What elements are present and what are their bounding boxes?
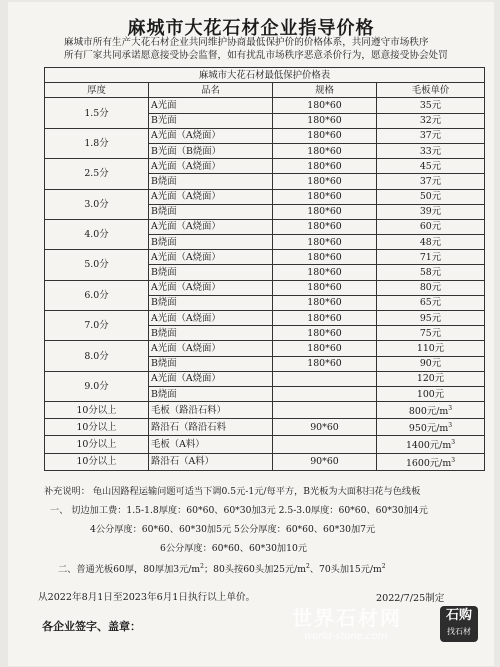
spec-cell: 180*60	[273, 311, 377, 326]
issue-date: 2022/7/25制定	[376, 593, 445, 604]
price-cell: 71元	[377, 250, 485, 265]
price-cell: 75元	[377, 326, 485, 341]
product-name-cell: A光面（A烧面）	[149, 341, 273, 356]
price-cell: 58元	[377, 265, 485, 280]
note-sup: 2	[381, 563, 386, 570]
product-name-cell: A光面（A烧面）	[149, 311, 273, 326]
spec-cell: 180*60	[273, 219, 377, 234]
table-row	[45, 341, 485, 356]
product-name-cell: A光面（A烧面）	[149, 280, 273, 295]
unit-superscript: 3	[451, 456, 456, 464]
product-name-cell: 毛板（路沿石料）	[149, 402, 273, 419]
price-cell: 1600元$/m^3$	[377, 453, 485, 470]
product-name-cell: B烧面	[149, 174, 273, 189]
spec-cell: 180*60	[273, 204, 377, 219]
price-table	[44, 67, 485, 471]
product-name-cell: B烧面	[149, 295, 273, 310]
table-row	[45, 219, 485, 234]
note-part: 、70头加15元/m	[309, 564, 382, 576]
product-name-cell: A光面（A烧面）	[149, 219, 273, 234]
product-name-cell: A光面（A烧面）	[149, 250, 273, 265]
header-thickness: 厚度	[45, 83, 149, 98]
unit-superscript: 3	[448, 422, 453, 430]
table-row	[45, 159, 485, 174]
logo-top: 石购	[445, 608, 472, 623]
intro-text	[64, 36, 482, 62]
watermark-cn: 世界石材网	[292, 606, 402, 630]
price-cell: 39元	[377, 204, 485, 219]
spec-cell: 180*60	[273, 159, 377, 174]
product-name-cell: A光面（A烧面）	[149, 371, 273, 386]
price-cell: 95元	[377, 311, 485, 326]
intro-line: 所有厂家共同承诺愿意接受协会监督，如有扰乱市场秩序恶意杀价行为，愿意接受协会处罚	[64, 50, 448, 61]
spec-cell	[273, 402, 377, 419]
note-sup: 2	[305, 563, 310, 570]
table-row	[45, 402, 485, 419]
table-title: 麻城市大花石材最低保护价格表	[45, 68, 485, 83]
thickness-cell: 7.0分	[45, 311, 149, 341]
note-part: 二、普通光板60厚，80厚加3元/m	[58, 564, 201, 576]
table-row	[45, 189, 485, 204]
header-spec: 规格	[273, 83, 377, 98]
spec-cell	[273, 371, 377, 386]
unit-superscript: 3	[448, 405, 453, 413]
price-cell: 32元	[377, 113, 485, 128]
spec-cell: 180*60	[273, 341, 377, 356]
page-title: 麻城市大花石材企业指导价格	[127, 18, 375, 39]
thickness-cell: 10分以上	[45, 436, 149, 453]
thickness-cell: 5.0分	[45, 250, 149, 280]
spec-cell	[273, 436, 377, 453]
table-row	[45, 280, 485, 295]
brand-logo	[440, 606, 478, 642]
spec-cell: 180*60	[273, 98, 377, 113]
spec-cell: 180*60	[273, 250, 377, 265]
product-name-cell: B光面	[149, 113, 273, 128]
thickness-cell: 1.8分	[45, 128, 149, 158]
price-cell: 950元$/m^3$	[377, 419, 485, 436]
price-cell: 48元	[377, 235, 485, 250]
thickness-cell: 3.0分	[45, 189, 149, 219]
product-name-cell: B烧面	[149, 265, 273, 280]
thickness-cell: 4.0分	[45, 219, 149, 249]
product-name-cell: A光面（A烧面）	[149, 159, 273, 174]
note-line: 4公分厚度：60*60、60*30加5元 5公分厚度：60*60、60*30加7元	[90, 524, 376, 535]
spec-cell: 90*60	[273, 453, 377, 470]
product-name-cell: A光面（A烧面）	[149, 128, 273, 143]
price-cell: 60元	[377, 219, 485, 234]
product-name-cell: B光面（B烧面）	[149, 143, 273, 158]
price-cell: 37元	[377, 174, 485, 189]
spec-cell: 180*60	[273, 235, 377, 250]
note-part: ；80头按60头加25元/m	[203, 564, 306, 576]
unit-superscript: 3	[451, 439, 456, 447]
validity-text: 从2022年8月1日至2023年6月1日执行以上单价。	[38, 592, 256, 603]
price-cell: 37元	[377, 128, 485, 143]
price-cell: 110元	[377, 341, 485, 356]
thickness-cell: 2.5分	[45, 159, 149, 189]
signature-line: 各企业签字、盖章：	[42, 620, 141, 633]
thickness-cell: 6.0分	[45, 280, 149, 310]
table-row	[45, 311, 485, 326]
header-name: 品名	[149, 83, 273, 98]
spec-cell: 90*60	[273, 419, 377, 436]
spec-cell: 180*60	[273, 280, 377, 295]
product-name-cell: A光面（A烧面）	[149, 189, 273, 204]
table-row	[45, 250, 485, 265]
price-cell: 100元	[377, 386, 485, 401]
price-document	[8, 2, 494, 666]
product-name-cell: B烧面	[149, 386, 273, 401]
product-name-cell: A光面	[149, 98, 273, 113]
supplement-text: 补充说明： 龟山因路程运输问题可适当下调0.5元-1元/每平方，B光板为大面积扫花与色线板	[44, 486, 421, 497]
thickness-cell: 8.0分	[45, 341, 149, 371]
thickness-cell: 1.5分	[45, 98, 149, 128]
plain-board-note	[58, 560, 498, 576]
table-row	[45, 98, 485, 113]
product-name-cell: B烧面	[149, 235, 273, 250]
spec-cell: 180*60	[273, 143, 377, 158]
watermark-en: world-stone.com	[304, 631, 388, 642]
note-line: 6公分厚度：60*60、60*30加10元	[160, 543, 307, 554]
spec-cell: 180*60	[273, 265, 377, 280]
logo-bottom: 找石材	[447, 627, 471, 636]
table-row	[45, 419, 485, 436]
spec-cell	[273, 386, 377, 401]
price-cell: 80元	[377, 280, 485, 295]
price-cell: 120元	[377, 371, 485, 386]
price-cell: 65元	[377, 295, 485, 310]
table-row	[45, 453, 485, 470]
price-cell: 35元	[377, 98, 485, 113]
spec-cell: 180*60	[273, 174, 377, 189]
thickness-cell: 9.0分	[45, 371, 149, 401]
spec-cell: 180*60	[273, 356, 377, 371]
watermark	[292, 602, 402, 642]
product-name-cell: B烧面	[149, 356, 273, 371]
thickness-cell: 10分以上	[45, 419, 149, 436]
price-cell: 800元$/m^3$	[377, 402, 485, 419]
price-cell: 45元	[377, 159, 485, 174]
spec-cell: 180*60	[273, 295, 377, 310]
price-cell: 1400元$/m^3$	[377, 436, 485, 453]
note-line: 一、 切边加工费：1.5-1.8厚度：60*60、60*30加3元 2.5-3.0厚度：60*60、60*30加4元	[50, 505, 428, 516]
supplement-note	[44, 485, 484, 498]
product-name-cell: 毛板（A料）	[149, 436, 273, 453]
price-cell: 33元	[377, 143, 485, 158]
thickness-cell: 10分以上	[45, 402, 149, 419]
table-row	[45, 128, 485, 143]
product-name-cell: 路沿石（路沿石料	[149, 419, 273, 436]
thickness-cell: 10分以上	[45, 453, 149, 470]
price-cell: 50元	[377, 189, 485, 204]
spec-cell: 180*60	[273, 128, 377, 143]
spec-cell: 180*60	[273, 189, 377, 204]
note-sup: 2	[200, 563, 204, 570]
table-row	[45, 371, 485, 386]
header-price: 毛板单价	[377, 83, 485, 98]
price-cell: 90元	[377, 356, 485, 371]
table-row	[45, 436, 485, 453]
spec-cell: 180*60	[273, 113, 377, 128]
product-name-cell: B烧面	[149, 326, 273, 341]
edge-fee-notes	[50, 504, 490, 555]
intro-line: 麻城市所有生产大花石材企业共同维护协商最低保护价的价格体系，共同遵守市场秩序	[64, 37, 429, 48]
product-name-cell: 路沿石（A料）	[149, 453, 273, 470]
product-name-cell: B烧面	[149, 204, 273, 219]
spec-cell: 180*60	[273, 326, 377, 341]
